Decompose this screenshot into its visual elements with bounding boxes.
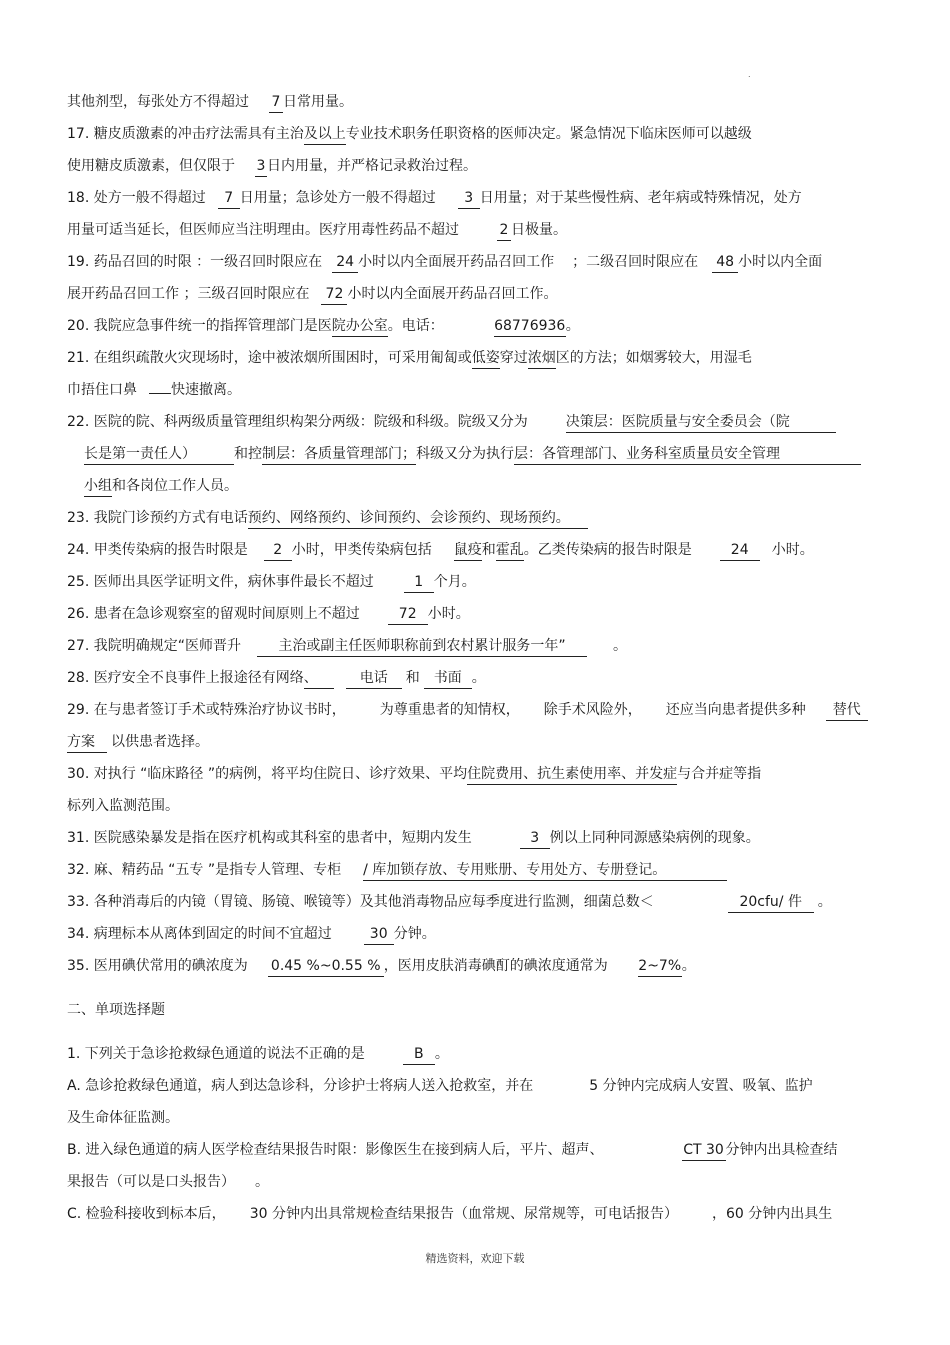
text-line: 33. 各种消毒后的内镜（胃镜、肠镜、喉镜等）及其他消毒物品应每季度进行监测，细菌总数＜ 20cfu/ 件 。 — [67, 891, 832, 913]
text-line: 35. 医用碘伏常用的碘浓度为 0.45 %~0.55 % ，医用皮肤消毒碘酊的碘浓度通常为 2~7%。 — [67, 955, 696, 977]
text-line: C. 检验科接收到标本后， 30 分钟内出具常规检查结果报告（血常规、尿常规等，可电话报告） ，60 分钟内出具生 — [67, 1206, 833, 1222]
text-line: 28. 医疗安全不良事件上报途径有网络、 电话 和 书面 。 — [67, 667, 486, 689]
section-title: 二、单项选择题 — [67, 1002, 165, 1018]
text-line: 20. 我院应急事件统一的指挥管理部门是医院办公室。电话： 68776936。 — [67, 315, 580, 337]
text-line: 31. 医院感染暴发是指在医疗机构或其科室的患者中，短期内发生 3 例以上同种同源感染病例的现象。 — [67, 827, 760, 849]
text-line: 使用糖皮质激素，但仅限于 3 日内用量，并严格记录救治过程。 — [67, 155, 477, 177]
text-line: 1. 下列关于急诊抢救绿色通道的说法不正确的是 B 。 — [67, 1043, 449, 1065]
text-line: 方案 以供患者选择。 — [67, 731, 209, 753]
text-line: 巾捂住口鼻 快速撤离。 — [67, 382, 241, 398]
page-footer: 精选资料，欢迎下载 — [425, 1252, 525, 1265]
text-line: 32. 麻、精药品 “五专 ”是指专人管理、专柜 / 库加锁存放、专用账册、专用处方、专册登记。 — [67, 859, 727, 881]
text-line: 展开药品召回工作 ；三级召回时限应在 72 小时以内全面展开药品召回工作。 — [67, 283, 557, 305]
text-line: 标列入监测范围。 — [67, 798, 179, 814]
text-line: 24. 甲类传染病的报告时限是 2 小时，甲类传染病包括 鼠疫和霍乱。乙类传染病的报告时限是 24 小时。 — [67, 539, 814, 561]
text-line: 25. 医师出具医学证明文件，病休事件最长不超过 1 个月。 — [67, 571, 476, 593]
text-line: 23. 我院门诊预约方式有电话预约、网络预约、诊间预约、会诊预约、现场预约。 — [67, 507, 588, 529]
text-line: 19. 药品召回的时限 ：一级召回时限应在 24 小时以内全面展开药品召回工作 ；二级召回时限应在 48 小时以内全面 — [67, 251, 822, 273]
text-line: 其他剂型，每张处方不得超过 7 日常用量。 — [67, 91, 353, 113]
text-line: 21. 在组织疏散火灾现场时，途中被浓烟所围困时，可采用匍匐或低姿穿过浓烟区的方法；如烟雾较大，用湿毛 — [67, 347, 752, 369]
text-line: 29. 在与患者签订手术或特殊治疗协议书时， 为尊重患者的知情权， 除手术风险外， 还应当向患者提供多种 替代 — [67, 699, 868, 721]
text-line: A. 急诊抢救绿色通道，病人到达急诊科，分诊护士将病人送入抢救室，并在 5 分钟内完成病人安置、吸氧、监护 — [67, 1078, 813, 1094]
text-line: 22. 医院的院、科两级质量管理组织构架分两级：院级和科级。院级又分为 决策层：医院质量与安全委员会（院 — [67, 411, 836, 433]
text-line: 小组和各岗位工作人员。 — [84, 475, 238, 497]
corner-mark: . — [748, 70, 751, 79]
text-line: 18. 处方一般不得超过 7 日用量；急诊处方一般不得超过 3 日用量；对于某些慢性病、老年病或特殊情况，处方 — [67, 187, 802, 209]
text-line: 长是第一责任人） 和控制层：各质量管理部门；科级又分为执行层：各管理部门、业务科室质量员安全管理 — [84, 443, 861, 465]
text-line: 27. 我院明确规定“医师晋升 主治或副主任医师职称前到农村累计服务一年” 。 — [67, 635, 627, 657]
text-line: 果报告（可以是口头报告） 。 — [67, 1174, 269, 1190]
text-line: B. 进入绿色通道的病人医学检查结果报告时限：影像医生在接到病人后，平片、超声、 CT 30 分钟内出具检查结 — [67, 1139, 838, 1161]
text-line: 26. 患者在急诊观察室的留观时间原则上不超过 72 小时。 — [67, 603, 470, 625]
text-line: 17. 糖皮质激素的冲击疗法需具有主治及以上专业技术职务任职资格的医师决定。紧急情况下临床医师可以越级 — [67, 123, 752, 145]
text-line: 用量可适当延长，但医师应当注明理由。医疗用毒性药品不超过 2 日极量。 — [67, 219, 567, 241]
text-line: 34. 病理标本从离体到固定的时间不宜超过 30 分钟。 — [67, 923, 436, 945]
text-line: 及生命体征监测。 — [67, 1110, 179, 1126]
text-line: 30. 对执行 “临床路径 ”的病例，将平均住院日、诊疗效果、平均住院费用、抗生素使用率、并发症与合并症等指 — [67, 763, 761, 785]
